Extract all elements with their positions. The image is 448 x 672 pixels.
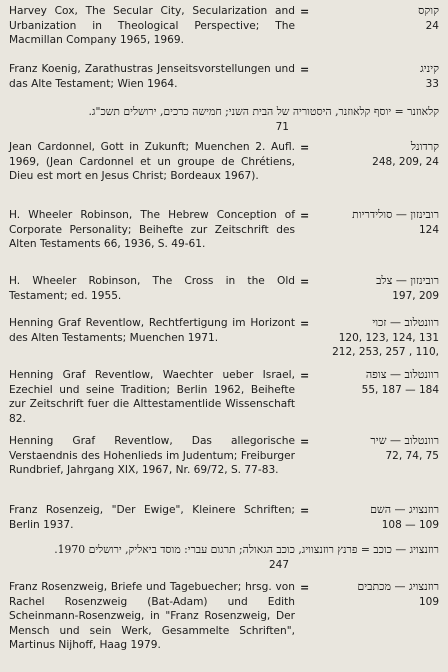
hebrew-key: רוונטלוב — זכוי 131 ,124 ,123 ,120 ,110 , 257 ,253 ,212 <box>319 316 439 360</box>
hebrew-key: רוונטלוב — צופה 184 — 187 ,55 <box>319 368 439 397</box>
equals-sign: = <box>300 435 310 448</box>
page-references: 209 ,197 <box>392 289 439 302</box>
hebrew-key: רובינזון — סולידריות 124 <box>319 208 439 237</box>
hebrew-key: רוזנצויג — השם 109 — 108 <box>319 503 439 532</box>
page-references: 184 — 187 ,55 <box>361 383 439 396</box>
bibliography-text: Henning Graf Reventlow, Waechter ueber Israel, Ezechiel und seine Tradition; Berlin 1962, Beihefte zur Zeitschrift fuer die Alttestamentlide Wissenschaft 82. <box>9 369 295 425</box>
equals-sign: = <box>300 581 310 594</box>
hebrew-key: קוקס 24 <box>319 4 439 33</box>
page-references: 75 ,74 ,72 <box>385 449 439 462</box>
page-references: 24 <box>425 19 439 32</box>
equals-sign: = <box>360 543 370 556</box>
equals-sign: = <box>300 5 310 18</box>
equals-sign: = <box>300 275 310 288</box>
equals-sign: = <box>300 369 310 382</box>
bibliography-text: פרנץ רוזנצוויג, כוכב הגאולה; תרגום עברי: מוסד ביאליק, ירושלים 1970. <box>54 543 358 556</box>
equals-sign: = <box>300 209 310 222</box>
bibliography-text: H. Wheeler Robinson, The Hebrew Conception of Corporate Personality; Beihefte zur Zeitschrift des Alten Testaments 66, 1936, S. 49-61. <box>9 209 295 250</box>
page-references: 24 ,209 ,248 <box>372 155 439 168</box>
equals-sign: = <box>300 504 310 517</box>
page-references: 247 <box>268 558 289 571</box>
page-references: 131 ,124 ,123 ,120 ,110 , 257 ,253 ,212 <box>332 331 439 358</box>
hebrew-key: רוונטלוב — שיר 75 ,74 ,72 <box>319 434 439 463</box>
hebrew-entry <box>9 105 439 134</box>
hebrew-key: קיניג 33 <box>319 62 439 91</box>
hebrew-key: רוזנצויג — מכתבים 109 <box>319 580 439 609</box>
bibliography-text: Jean Cardonnel, Gott in Zukunft; Muenchen 2. Aufl. 1969, (Jean Cardonnel et un groupe de Chrétiens, Dieu est mort en Jesus Christ; Bordeaux 1967). <box>9 141 295 182</box>
equals-sign: = <box>300 317 310 330</box>
equals-sign: = <box>394 105 404 118</box>
bibliography-text: Henning Graf Reventlow, Das allegorische Verstaendnis des Hohenlieds im Judentum; Freiburger Rundbrief, Jahrgang XIX, 1967, Nr. 69/72, S. 77-83. <box>9 435 295 476</box>
page-references: 109 — 108 <box>381 518 439 531</box>
hebrew-key: קלאוזנר <box>407 105 439 118</box>
equals-sign: = <box>300 63 310 76</box>
page-references: 109 <box>418 595 439 608</box>
equals-sign: = <box>300 141 310 154</box>
bibliography-text: יוסף קלאוזנר, היסטוריה של הבית השני; חמישה כרכים, ירושלים תשכ"ג. <box>88 105 392 118</box>
bibliography-text: Franz Rosenzweig, Briefe und Tagebuecher; hrsg. von Rachel Rosenzweig (Bat-Adam) und Edith Scheinmann-Rosenzweig, in "Franz Rosenzweig, Der Mensch und sein Werk, Gesammelte Schriften", Martinus Nijhoff, Haag 1979. <box>9 581 295 651</box>
hebrew-key: רובינזון — צלב 209 ,197 <box>319 274 439 303</box>
bibliography-text: Franz Koenig, Zarathustras Jenseitsvorstellungen und das Alte Testament; Wien 1964. <box>9 63 295 90</box>
page-references: 124 <box>418 223 439 236</box>
page-references: 71 <box>275 120 289 133</box>
bibliography-text: Henning Graf Reventlow, Rechtfertigung im Horizont des Alten Testaments; Muenchen 1971. <box>9 317 295 344</box>
page-references: 33 <box>425 77 439 90</box>
bibliography-text: Franz Rosenzeig, "Der Ewige", Kleinere Schriften; Berlin 1937. <box>9 504 295 531</box>
bibliography-text: H. Wheeler Robinson, The Cross in the Old Testament; ed. 1955. <box>9 275 295 302</box>
hebrew-key: קרדונל 24 ,209 ,248 <box>319 140 439 169</box>
hebrew-entry <box>9 543 439 572</box>
bibliography-text: Harvey Cox, The Secular City, Secularization and Urbanization in Theological Perspective; The Macmillan Company 1965, 1969. <box>9 5 295 46</box>
hebrew-key: רוזנצויג — כוכב <box>373 543 439 556</box>
